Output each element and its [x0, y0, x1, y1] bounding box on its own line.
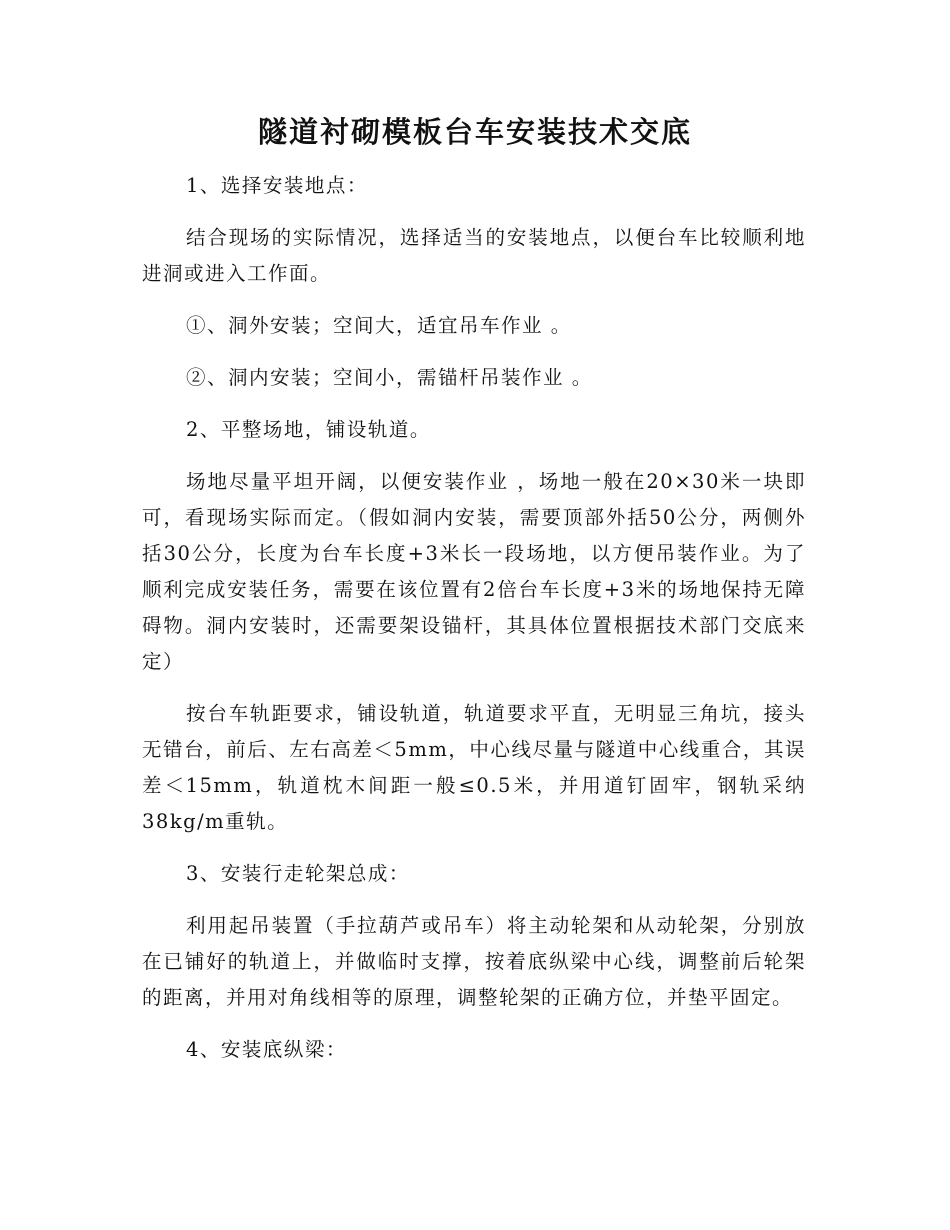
section-heading-2: 2、平整场地，铺设轨道。: [186, 418, 431, 441]
document-body: [142, 168, 806, 1084]
paragraph-wheel-frame: 利用起吊装置（手拉葫芦或吊车）将主动轮架和从动轮架，分别放在已铺好的轨道上，并做临时支撑，按着底纵梁中心线，调整前后轮架的距离，并用对角线相等的原理，调整轮架的正确方位，并垫平固定。: [142, 914, 806, 1009]
paragraph-track-laying: 按台车轨距要求，铺设轨道，轨道要求平直，无明显三角坑，接头无错台，前后、左右高差＜5mm，中心线尽量与隧道中心线重合，其误差＜15mm，轨道枕木间距一般≤0.5米，并用道钉固牢，钢轨采纳38kg/m重轨。: [142, 702, 806, 833]
list-item-outside-install: ①、洞外安装；空间大，适宜吊车作业 。: [186, 314, 572, 337]
section-heading-1: 1、选择安装地点：: [186, 174, 368, 197]
section-heading-3: 3、安装行走轮架总成：: [186, 862, 410, 885]
paragraph-site-preparation: 场地尽量平坦开阔，以便安装作业 ，场地一般在20×30米一块即可，看现场实际而定。（假如洞内安装，需要顶部外括50公分，两侧外括30公分，长度为台车长度+3米长一段场地，以方便吊装作业。为了顺利完成安装任务，需要在该位置有2倍台车长度+3米的场地保持无障碍物。洞内安装时，还需要架设锚杆，其具体位置根据技术部门交底来定）: [142, 470, 806, 673]
paragraph-site-selection: 结合现场的实际情况，选择适当的安装地点，以便台车比较顺利地进洞或进入工作面。: [142, 226, 806, 285]
list-item-inside-install: ②、洞内安装；空间小，需锚杆吊装作业 。: [186, 366, 593, 389]
section-heading-4: 4、安装底纵梁：: [186, 1038, 347, 1061]
document-title: 隧道衬砌模板台车安装技术交底: [257, 115, 692, 149]
